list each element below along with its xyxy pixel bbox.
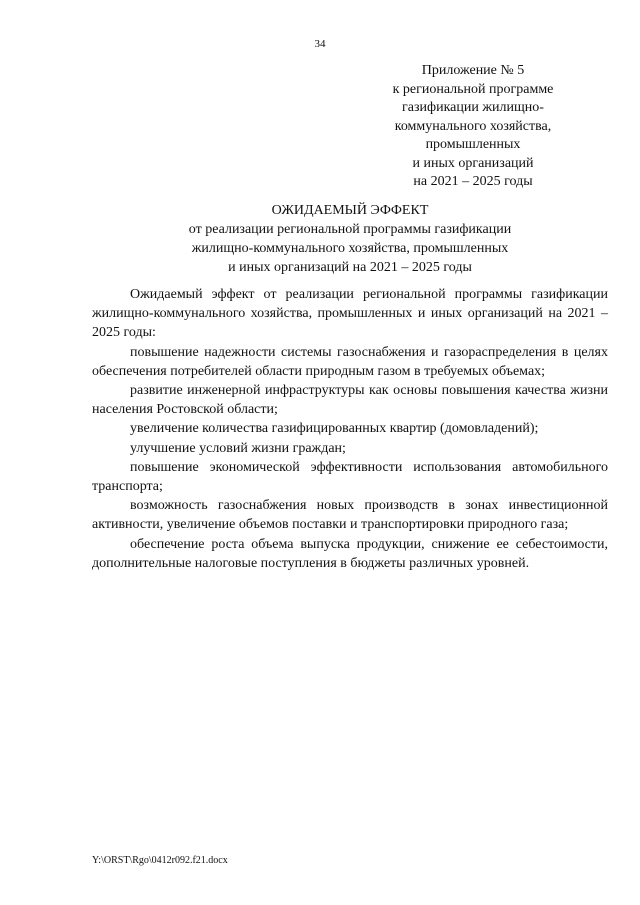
appendix-line: и иных организаций — [412, 155, 534, 171]
title-subtitle-line: и иных организаций на 2021 – 2025 годы — [228, 260, 472, 275]
effect-item: обеспечение роста объема выпуска продукции, снижение ее себестоимости, дополнительные налоговые поступления в бюджеты различных уровней. — [92, 536, 608, 571]
title-subtitle-line: жилищно-коммунального хозяйства, промышленных — [191, 241, 509, 256]
effect-item: возможность газоснабжения новых производств в зонах инвестиционной активности, увеличение объемов поставки и транспортировки природного газа; — [92, 498, 608, 533]
title-heading: ОЖИДАЕМЫЙ ЭФФЕКТ — [271, 203, 429, 218]
effect-item: повышение надежности системы газоснабжения и газораспределения в целях обеспечения потребителей области природным газом в требуемых объемах; — [92, 344, 608, 379]
footer-file-path: Y:\ORST\Rgo\0412r092.f21.docx — [92, 855, 228, 866]
effect-item: улучшение условий жизни граждан; — [130, 440, 346, 456]
page-number: 34 — [314, 38, 326, 50]
appendix-line: промышленных — [425, 137, 521, 152]
intro-paragraph: Ожидаемый эффект от реализации региональной программы газификации жилищно-коммунального хозяйства, промышленных и иных организаций на 2021 – 2025 годы: — [92, 287, 608, 341]
effect-item: повышение экономической эффективности использования автомобильного транспорта; — [92, 459, 608, 495]
document-title — [0, 201, 640, 277]
appendix-line: на 2021 – 2025 годы — [413, 174, 533, 189]
appendix-line: Приложение № 5 — [421, 63, 525, 78]
appendix-line: к региональной программе — [392, 81, 554, 97]
effect-item: развитие инженерной инфраструктуры как основы повышения качества жизни населения Ростовской области; — [92, 383, 608, 418]
appendix-header — [360, 62, 586, 192]
effect-item: увеличение количества газифицированных квартир (домовладений); — [130, 421, 539, 437]
document-body — [92, 285, 608, 573]
appendix-line: газификации жилищно- — [402, 100, 544, 115]
appendix-line: коммунального хозяйства, — [394, 118, 552, 134]
title-subtitle-line: от реализации региональной программы газификации — [188, 222, 512, 237]
